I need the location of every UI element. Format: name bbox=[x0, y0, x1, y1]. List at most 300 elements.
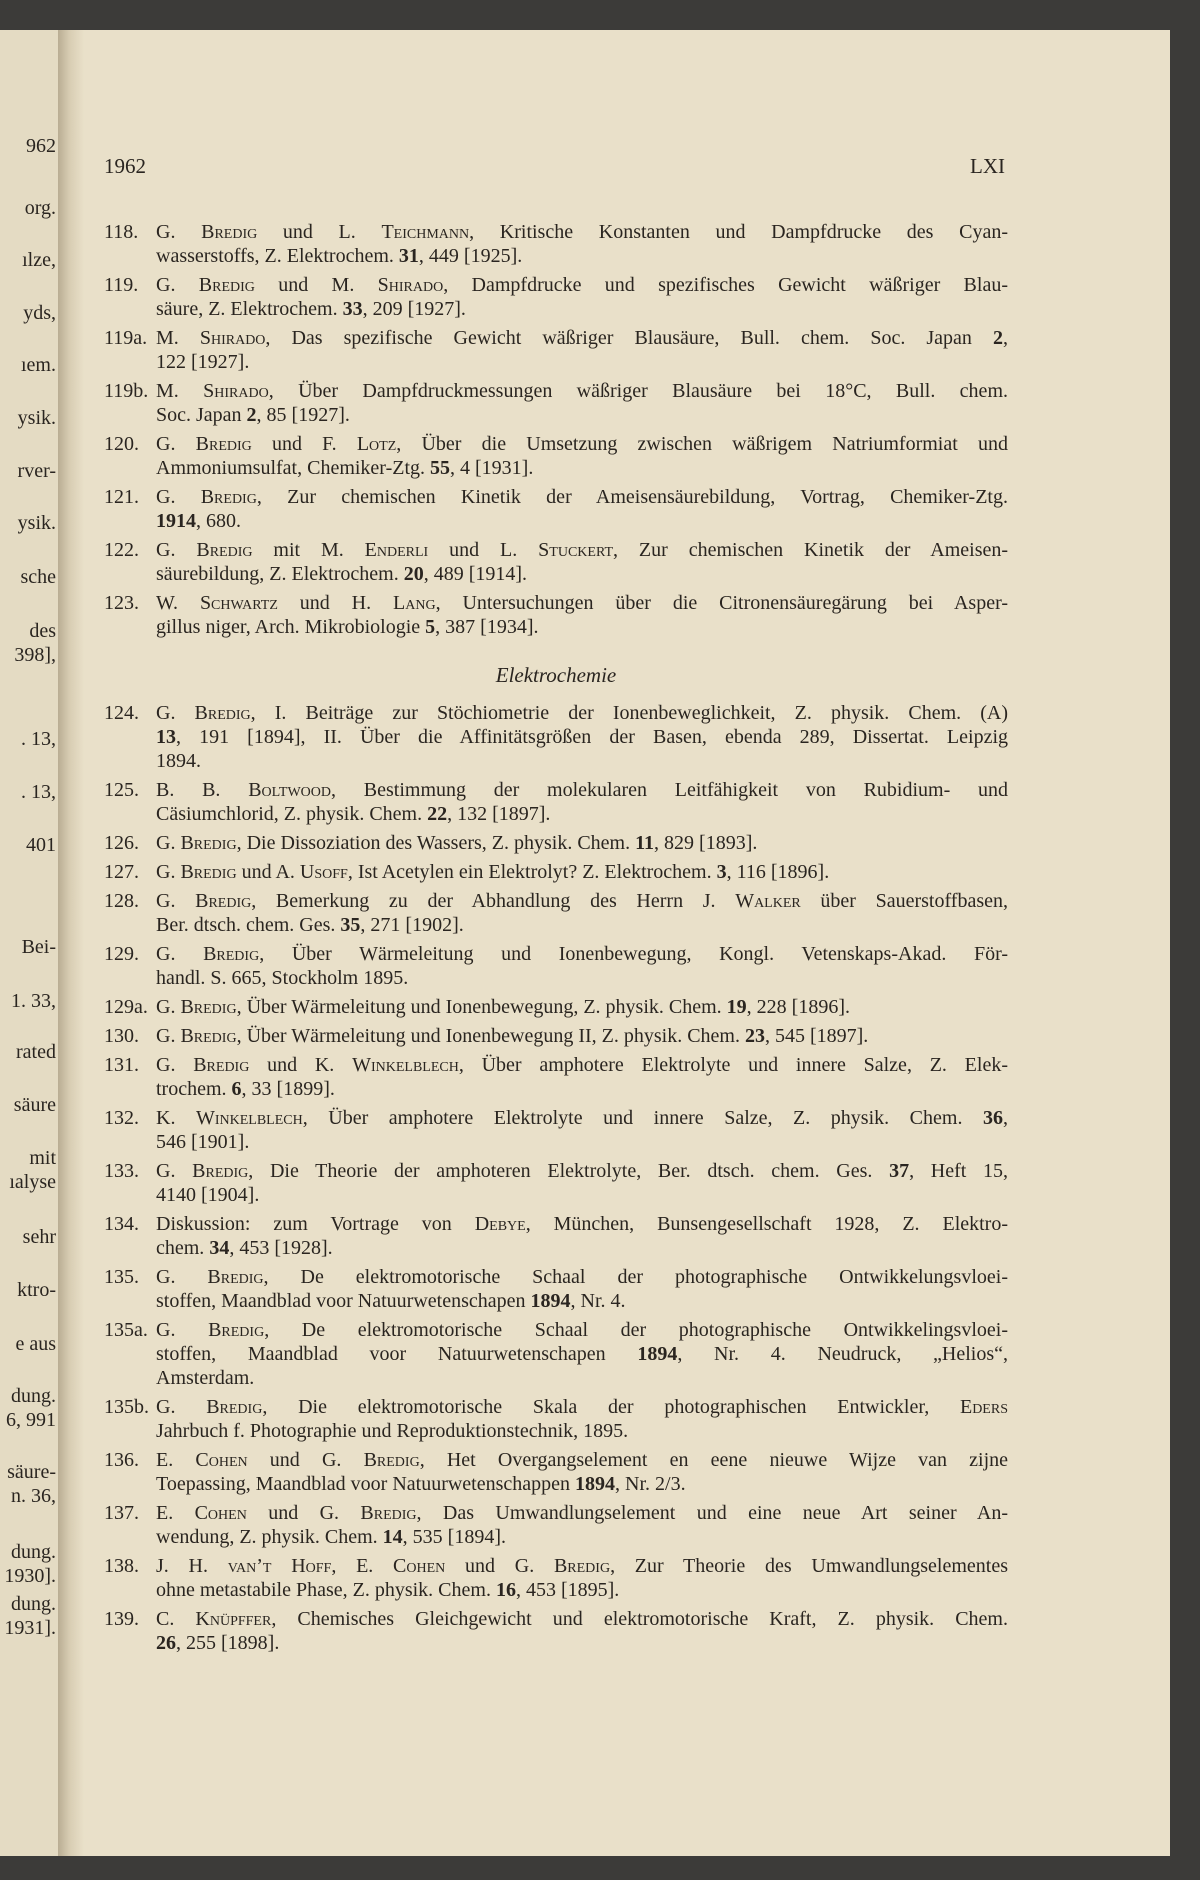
reference-text: Ber. dtsch. chem. Ges. bbox=[156, 914, 341, 936]
volume-number: 1894 bbox=[637, 1343, 678, 1365]
reference-text: wendung, Z. physik. Chem. bbox=[156, 1526, 383, 1548]
author-name: Teichmann bbox=[381, 221, 470, 243]
reference-text: G. bbox=[156, 486, 201, 508]
reference-text: , 449 [1925]. bbox=[418, 245, 523, 267]
reference-entry bbox=[104, 485, 1008, 533]
reference-entry bbox=[104, 1448, 1008, 1496]
reference-text: , 387 [1934]. bbox=[435, 616, 539, 638]
margin-fragment: ıem. bbox=[21, 354, 56, 376]
reference-text: , Über Wärmeleitung und Ionenbewegung, Z. physik. Chem. bbox=[236, 996, 727, 1018]
reference-text: 122 [1927]. bbox=[156, 351, 250, 373]
reference-text: G. bbox=[156, 1025, 181, 1047]
reference-line bbox=[156, 1053, 1008, 1077]
volume-number: 2 bbox=[992, 327, 1003, 349]
reference-line bbox=[156, 1366, 1008, 1390]
reference-text: , De elektromotorische Schaal der photographische Ontwikkelingsvloei- bbox=[264, 1319, 1008, 1341]
reference-line bbox=[156, 326, 1008, 350]
margin-fragment: e aus bbox=[15, 1333, 56, 1355]
volume-number: 6 bbox=[231, 1078, 242, 1100]
margin-fragment: ysik. bbox=[17, 512, 56, 534]
reference-text: , Zur Theorie des Umwandlungselementes bbox=[610, 1555, 1009, 1577]
reference-line bbox=[156, 403, 1008, 427]
reference-number: 134. bbox=[104, 1213, 139, 1235]
reference-text: , Nr. 4. Neudruck, „Helios“, bbox=[677, 1343, 1008, 1365]
author-name: Boltwood bbox=[248, 779, 332, 801]
author-name: Shirado bbox=[199, 327, 266, 349]
volume-number: 11 bbox=[635, 832, 655, 854]
reference-text: , 209 [1927]. bbox=[362, 298, 466, 320]
reference-text: Ammoniumsulfat, Chemiker-Ztg. bbox=[156, 457, 431, 479]
author-name: Cohen bbox=[194, 1502, 247, 1524]
reference-line bbox=[156, 562, 1008, 586]
reference-entry bbox=[104, 1395, 1008, 1443]
author-name: Schwartz bbox=[199, 592, 278, 614]
reference-text: , Heft 15, bbox=[909, 1160, 1008, 1182]
reference-text: , 132 [1897]. bbox=[447, 803, 551, 825]
reference-number: 119b. bbox=[104, 380, 149, 402]
margin-fragment: rated bbox=[16, 1041, 56, 1063]
author-name: Bredig bbox=[208, 1319, 265, 1341]
reference-entry bbox=[104, 432, 1008, 480]
reference-text: , Über Wärmeleitung und Ionenbewegung II, Z. physik. Chem. bbox=[236, 1025, 745, 1047]
author-name: Walker bbox=[735, 890, 801, 912]
volume-number: 19 bbox=[726, 996, 747, 1018]
margin-fragment: säure- bbox=[7, 1461, 56, 1483]
reference-line bbox=[156, 725, 1008, 749]
author-name: Eders bbox=[959, 1396, 1008, 1418]
margin-fragment: . 13, bbox=[21, 728, 56, 750]
reference-line bbox=[156, 1212, 1008, 1236]
reference-line bbox=[156, 1236, 1008, 1260]
author-name: van’t Hoff bbox=[227, 1555, 332, 1577]
reference-text: , Bemerkung zu der Abhandlung des Herrn J. bbox=[251, 890, 736, 912]
reference-entry bbox=[104, 379, 1008, 427]
reference-text: , 680. bbox=[196, 510, 241, 532]
reference-text: , Het Overgangselement en eene nieuwe Wijze van zijne bbox=[419, 1449, 1009, 1471]
reference-text: , 33 [1899]. bbox=[241, 1078, 335, 1100]
reference-text: G. bbox=[156, 433, 196, 455]
reference-text: säure, Z. Elektrochem. bbox=[156, 298, 343, 320]
reference-text: Amsterdam. bbox=[156, 1367, 255, 1389]
reference-text: Cäsiumchlorid, Z. physik. Chem. bbox=[156, 803, 428, 825]
reference-line bbox=[156, 1183, 1008, 1207]
reference-text: , 489 [1914]. bbox=[423, 563, 528, 585]
reference-text: G. bbox=[156, 1319, 209, 1341]
volume-number: 13 bbox=[156, 726, 176, 748]
reference-number: 124. bbox=[104, 702, 139, 724]
reference-entry bbox=[104, 273, 1008, 321]
volume-number: 1914 bbox=[156, 510, 196, 532]
author-name: Lotz bbox=[356, 433, 397, 455]
volume-number: 3 bbox=[716, 861, 727, 883]
reference-text: B. B. bbox=[156, 779, 249, 801]
reference-text: , 228 [1896]. bbox=[746, 996, 850, 1018]
author-name: Knüpffer bbox=[195, 1608, 272, 1630]
reference-text: und L. bbox=[257, 221, 382, 243]
reference-entry bbox=[104, 1607, 1008, 1655]
margin-fragment: 962 bbox=[26, 135, 56, 157]
reference-text: , Über die Umsetzung zwischen wäßrigem Natriumformiat und bbox=[396, 433, 1008, 455]
volume-number: 1894 bbox=[530, 1290, 571, 1312]
reference-text: G. bbox=[156, 221, 202, 243]
reference-text: chem. bbox=[156, 1237, 210, 1259]
reference-text: , Ist Acetylen ein Elektrolyt? Z. Elektrochem. bbox=[347, 861, 717, 883]
author-name: Lang bbox=[393, 592, 436, 614]
author-name: Stuckert bbox=[538, 539, 614, 561]
reference-line bbox=[156, 220, 1008, 244]
reference-text: G. bbox=[156, 996, 181, 1018]
reference-text: , bbox=[1002, 327, 1008, 349]
reference-line bbox=[156, 350, 1008, 374]
volume-number: 35 bbox=[340, 914, 361, 936]
reference-number: 132. bbox=[104, 1107, 139, 1129]
volume-number: 16 bbox=[495, 1579, 516, 1601]
reference-text: , E. bbox=[331, 1555, 394, 1577]
reference-text: , I. Beiträge zur Stöchiometrie der Ionenbeweglichkeit, Z. physik. Chem. (A) bbox=[250, 702, 1008, 724]
reference-number: 135a. bbox=[104, 1319, 148, 1341]
reference-line bbox=[156, 1578, 1008, 1602]
margin-fragment: sehr bbox=[22, 1226, 56, 1248]
reference-line bbox=[156, 1342, 1008, 1366]
section-heading: Elektrochemie bbox=[495, 663, 617, 687]
reference-number: 120. bbox=[104, 433, 139, 455]
reference-text: , 535 [1894]. bbox=[402, 1526, 506, 1548]
author-name: Cohen bbox=[195, 1449, 248, 1471]
reference-number: 129. bbox=[104, 943, 139, 965]
reference-text: und L. bbox=[428, 539, 539, 561]
reference-line bbox=[156, 615, 1008, 639]
reference-line bbox=[156, 379, 1008, 403]
author-name: Bredig bbox=[203, 943, 260, 965]
reference-text: Jahrbuch f. Photographie und Reproduktionstechnik, 1895. bbox=[156, 1420, 629, 1442]
reference-text: und G. bbox=[247, 1449, 364, 1471]
reference-text: G. bbox=[156, 539, 197, 561]
reference-text: gillus niger, Arch. Mikrobiologie bbox=[156, 616, 426, 638]
reference-text: , Über amphotere Elektrolyte und innere Salze, Z. Elek- bbox=[458, 1054, 1008, 1076]
reference-entry bbox=[104, 889, 1008, 937]
reference-text: J. H. bbox=[156, 1555, 228, 1577]
reference-text: , Chemisches Gleichgewicht und elektromotorische Kraft, Z. physik. Chem. bbox=[271, 1608, 1008, 1630]
reference-text: , Nr. 2/3. bbox=[615, 1473, 686, 1495]
reference-text: , bbox=[1003, 1107, 1008, 1129]
reference-text: , 271 [1902]. bbox=[360, 914, 464, 936]
reference-line bbox=[156, 778, 1008, 802]
reference-text: 4140 [1904]. bbox=[156, 1184, 260, 1206]
reference-text: G. bbox=[156, 861, 181, 883]
reference-entry bbox=[104, 538, 1008, 586]
reference-text: , Kritische Konstanten und Dampfdrucke des Cyan- bbox=[469, 221, 1008, 243]
volume-number: 26 bbox=[156, 1632, 176, 1654]
reference-text: , Bestimmung der molekularen Leitfähigkeit von Rubidium- und bbox=[331, 779, 1009, 801]
reference-text: , Über Wärmeleitung und Ionenbewegung, Kongl. Vetenskaps-Akad. För- bbox=[259, 943, 1008, 965]
reference-line bbox=[156, 1419, 1008, 1443]
volume-number: 33 bbox=[342, 298, 363, 320]
reference-text: über Sauerstoffbasen, bbox=[800, 890, 1008, 912]
reference-text: , Das Umwandlungselement und eine neue Art seiner An- bbox=[416, 1502, 1008, 1524]
reference-text: stoffen, Maandblad voor Natuurwetenschapen bbox=[156, 1290, 531, 1312]
author-name: Bredig bbox=[180, 1025, 237, 1047]
reference-number: 137. bbox=[104, 1502, 139, 1524]
reference-text: , Die Dissoziation des Wassers, Z. physik. Chem. bbox=[236, 832, 636, 854]
reference-line bbox=[156, 1448, 1008, 1472]
reference-number: 135. bbox=[104, 1266, 139, 1288]
reference-text: G. bbox=[156, 943, 204, 965]
reference-entry bbox=[104, 1212, 1008, 1260]
reference-text: G. bbox=[156, 832, 181, 854]
reference-entry bbox=[104, 860, 1008, 884]
reference-text: und H. bbox=[277, 592, 393, 614]
reference-line bbox=[156, 456, 1008, 480]
reference-text: G. bbox=[156, 274, 199, 296]
reference-text: C. bbox=[156, 1608, 196, 1630]
reference-text: und G. bbox=[246, 1502, 361, 1524]
author-name: Bredig bbox=[180, 832, 237, 854]
margin-fragment: ıalyse bbox=[9, 1171, 56, 1193]
reference-line bbox=[156, 1289, 1008, 1313]
author-name: Bredig bbox=[195, 433, 252, 455]
reference-text: K. bbox=[156, 1107, 196, 1129]
reference-number: 119. bbox=[104, 274, 139, 296]
reference-line bbox=[156, 1077, 1008, 1101]
reference-line bbox=[156, 831, 1008, 855]
reference-text: stoffen, Maandblad voor Natuurwetenschapen bbox=[156, 1343, 638, 1365]
reference-entry bbox=[104, 1024, 1008, 1048]
reference-number: 121. bbox=[104, 486, 139, 508]
reference-text: , 191 [1894], II. Über die Affinitätsgrößen der Basen, ebenda 289, Dissertat. Leipzig bbox=[176, 726, 1008, 748]
margin-fragment: 1930]. bbox=[4, 1565, 56, 1587]
margin-fragment: ılze, bbox=[22, 249, 56, 271]
volume-number: 14 bbox=[382, 1526, 403, 1548]
margin-fragment: 1931]. bbox=[4, 1617, 56, 1639]
margin-fragment: säure bbox=[13, 1094, 56, 1116]
reference-entry bbox=[104, 1053, 1008, 1101]
reference-text: , 453 [1895]. bbox=[515, 1579, 620, 1601]
margin-fragment: Bei- bbox=[21, 936, 56, 958]
reference-entry bbox=[104, 1159, 1008, 1207]
reference-text: E. bbox=[156, 1449, 196, 1471]
reference-entry bbox=[104, 220, 1008, 268]
reference-number: 128. bbox=[104, 890, 139, 912]
author-name: Bredig bbox=[206, 1396, 263, 1418]
reference-line bbox=[156, 1501, 1008, 1525]
reference-text: M. bbox=[156, 327, 200, 349]
author-name: Usoff bbox=[299, 861, 348, 883]
reference-text: und K. bbox=[249, 1054, 353, 1076]
reference-line bbox=[156, 432, 1008, 456]
reference-line bbox=[156, 297, 1008, 321]
reference-entry bbox=[104, 831, 1008, 855]
reference-entry bbox=[104, 1554, 1008, 1602]
reference-text: , 453 [1928]. bbox=[229, 1237, 333, 1259]
reference-text: Toepassing, Maandblad voor Natuurwetenschappen bbox=[156, 1473, 576, 1495]
author-name: Enderli bbox=[364, 539, 429, 561]
margin-fragment: 6, 991 bbox=[6, 1409, 56, 1431]
reference-line bbox=[156, 273, 1008, 297]
reference-text: wasserstoffs, Z. Elektrochem. bbox=[156, 245, 399, 267]
author-name: Bredig bbox=[553, 1555, 611, 1577]
reference-number: 130. bbox=[104, 1025, 139, 1047]
author-name: Debye bbox=[474, 1213, 526, 1235]
reference-text: 1894. bbox=[156, 750, 201, 772]
book-spine-shadow bbox=[58, 30, 84, 1856]
reference-text: trochem. bbox=[156, 1078, 232, 1100]
reference-text: E. bbox=[156, 1502, 195, 1524]
reference-number: 135b. bbox=[104, 1396, 149, 1418]
reference-number: 119a. bbox=[104, 327, 148, 349]
volume-number: 34 bbox=[209, 1237, 230, 1259]
margin-fragment: org. bbox=[24, 197, 56, 219]
reference-entry bbox=[104, 995, 1008, 1019]
reference-text: und M. bbox=[254, 274, 378, 296]
reference-text: , Dampfdrucke und spezifisches Gewicht wäßriger Blau- bbox=[443, 274, 1008, 296]
reference-number: 118. bbox=[104, 221, 139, 243]
margin-fragment: dung. bbox=[11, 1541, 56, 1563]
reference-text: , 829 [1893]. bbox=[654, 832, 758, 854]
author-name: Bredig bbox=[194, 702, 251, 724]
margin-fragment: . 13, bbox=[21, 781, 56, 803]
reference-text: und F. bbox=[251, 433, 357, 455]
reference-number: 136. bbox=[104, 1449, 139, 1471]
reference-number: 139. bbox=[104, 1608, 139, 1630]
reference-text: , Die elektromotorische Skala der photographischen Entwickler, bbox=[262, 1396, 960, 1418]
author-name: Shirado bbox=[377, 274, 444, 296]
margin-fragment: rver- bbox=[17, 460, 56, 482]
author-name: Bredig bbox=[180, 861, 237, 883]
reference-text: , Die Theorie der amphoteren Elektrolyte, Ber. dtsch. chem. Ges. bbox=[248, 1160, 890, 1182]
reference-number: 129a. bbox=[104, 996, 148, 1018]
margin-fragment: 1. 33, bbox=[11, 990, 56, 1012]
reference-text: Soc. Japan bbox=[156, 404, 247, 426]
reference-entry bbox=[104, 1318, 1008, 1390]
book-page bbox=[0, 30, 1170, 1856]
reference-entry bbox=[104, 942, 1008, 990]
reference-number: 123. bbox=[104, 592, 139, 614]
reference-line bbox=[156, 966, 1008, 990]
reference-line bbox=[156, 749, 1008, 773]
reference-text: , 255 [1898]. bbox=[176, 1632, 280, 1654]
margin-fragment: ysik. bbox=[17, 407, 56, 429]
reference-text: , Untersuchungen über die Citronensäuregärung bei Asper- bbox=[435, 592, 1009, 614]
reference-text: , Nr. 4. bbox=[570, 1290, 626, 1312]
margin-fragment: 401 bbox=[26, 834, 56, 856]
author-name: Bredig bbox=[201, 221, 258, 243]
reference-entry bbox=[104, 591, 1008, 639]
author-name: Bredig bbox=[207, 1266, 264, 1288]
reference-line bbox=[156, 1554, 1008, 1578]
reference-text: , 116 [1896]. bbox=[726, 861, 830, 883]
reference-text: , De elektromotorische Schaal der photographische Ontwikkelungsvloei- bbox=[263, 1266, 1008, 1288]
volume-number: 55 bbox=[430, 457, 451, 479]
reference-number: 131. bbox=[104, 1054, 139, 1076]
reference-text: G. bbox=[156, 890, 196, 912]
reference-number: 126. bbox=[104, 832, 139, 854]
reference-line bbox=[156, 1159, 1008, 1183]
reference-text: M. bbox=[156, 380, 204, 402]
page-header-year: 1962 bbox=[104, 154, 146, 178]
reference-line bbox=[156, 1631, 1008, 1655]
reference-line bbox=[156, 942, 1008, 966]
reference-line bbox=[156, 538, 1008, 562]
reference-text: , 85 [1927]. bbox=[256, 404, 350, 426]
bibliography-list bbox=[104, 220, 1008, 1660]
reference-entry bbox=[104, 1501, 1008, 1549]
volume-number: 1894 bbox=[575, 1473, 616, 1495]
reference-entry bbox=[104, 1106, 1008, 1154]
margin-fragment: yds, bbox=[23, 302, 56, 324]
margin-fragment: ktro- bbox=[17, 1279, 56, 1301]
volume-number: 5 bbox=[425, 616, 436, 638]
reference-text: , 545 [1897]. bbox=[764, 1025, 869, 1047]
author-name: Shirado bbox=[203, 380, 269, 402]
volume-number: 20 bbox=[403, 563, 424, 585]
author-name: Bredig bbox=[195, 890, 252, 912]
reference-line bbox=[156, 1607, 1008, 1631]
margin-fragment: mit bbox=[29, 1147, 56, 1169]
reference-line bbox=[156, 995, 1008, 1019]
reference-text: , Über amphotere Elektrolyte und innere Salze, Z. physik. Chem. bbox=[302, 1107, 983, 1129]
reference-line bbox=[156, 1525, 1008, 1549]
margin-fragment: dung. bbox=[11, 1593, 56, 1615]
reference-entry bbox=[104, 701, 1008, 773]
reference-line bbox=[156, 913, 1008, 937]
reference-text: handl. S. 665, Stockholm 1895. bbox=[156, 967, 409, 989]
reference-line bbox=[156, 1395, 1008, 1419]
volume-number: 31 bbox=[398, 245, 419, 267]
page-number: LXI bbox=[970, 154, 1005, 178]
reference-line bbox=[156, 1106, 1008, 1130]
reference-text: G. bbox=[156, 1160, 193, 1182]
reference-entry bbox=[104, 1265, 1008, 1313]
volume-number: 37 bbox=[889, 1160, 910, 1182]
reference-line bbox=[156, 1472, 1008, 1496]
reference-text: , 4 [1931]. bbox=[450, 457, 534, 479]
reference-number: 122. bbox=[104, 539, 139, 561]
volume-number: 36 bbox=[983, 1107, 1003, 1129]
reference-text: , Zur chemischen Kinetik der Ameisensäurebildung, Vortrag, Chemiker-Ztg. bbox=[256, 486, 1008, 508]
reference-entry bbox=[104, 326, 1008, 374]
author-name: Bredig bbox=[363, 1449, 420, 1471]
reference-text: G. bbox=[156, 1396, 207, 1418]
margin-fragment: 398], bbox=[14, 644, 56, 666]
author-name: Bredig bbox=[360, 1502, 417, 1524]
reference-line bbox=[156, 485, 1008, 509]
author-name: Bredig bbox=[196, 539, 253, 561]
reference-text: und A. bbox=[236, 861, 300, 883]
reference-text: 546 [1901]. bbox=[156, 1131, 250, 1153]
author-name: Bredig bbox=[192, 1160, 249, 1182]
reference-line bbox=[156, 802, 1008, 826]
author-name: Winkelblech bbox=[195, 1107, 303, 1129]
reference-line bbox=[156, 509, 1008, 533]
margin-fragment: des bbox=[29, 620, 56, 642]
reference-number: 133. bbox=[104, 1160, 139, 1182]
margin-fragment: dung. bbox=[11, 1385, 56, 1407]
reference-line bbox=[156, 1130, 1008, 1154]
author-name: Winkelblech bbox=[352, 1054, 459, 1076]
reference-line bbox=[156, 1024, 1008, 1048]
author-name: Cohen bbox=[393, 1555, 446, 1577]
volume-number: 22 bbox=[427, 803, 448, 825]
reference-line bbox=[156, 1265, 1008, 1289]
margin-fragment: sche bbox=[20, 566, 56, 588]
reference-text: , Zur chemischen Kinetik der Ameisen- bbox=[613, 539, 1009, 561]
reference-line bbox=[156, 591, 1008, 615]
volume-number: 23 bbox=[744, 1025, 765, 1047]
margin-fragment: n. 36, bbox=[11, 1485, 56, 1507]
reference-text: G. bbox=[156, 702, 195, 724]
reference-text: ohne metastabile Phase, Z. physik. Chem. bbox=[156, 1579, 496, 1601]
reference-text: , Über Dampfdruckmessungen wäßriger Blausäure bei 18°C, Bull. chem. bbox=[268, 380, 1008, 402]
